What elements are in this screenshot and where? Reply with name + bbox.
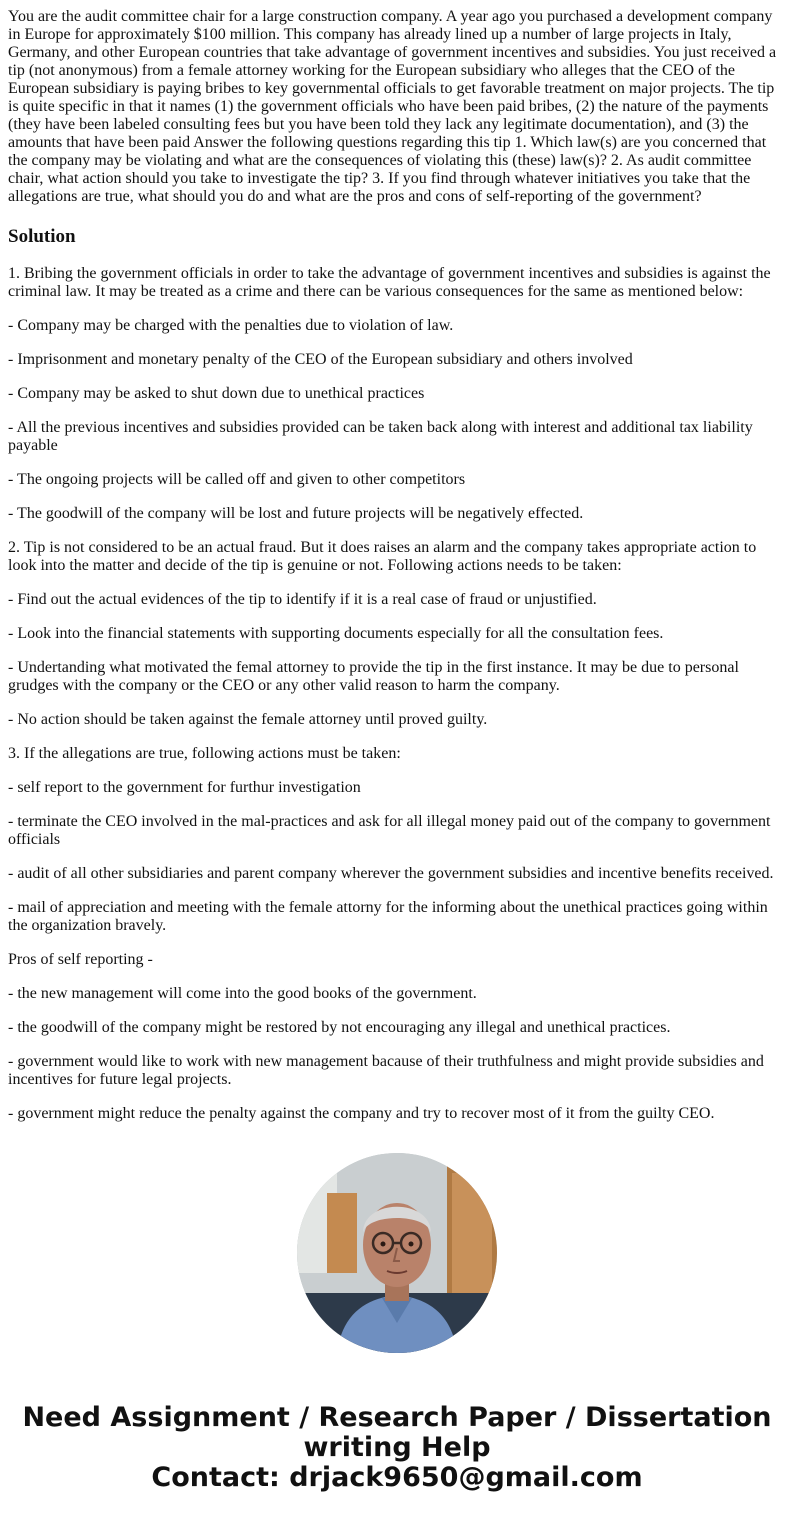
answer-paragraph: - No action should be taken against the female attorney until proved guilty. — [8, 711, 488, 728]
answer-paragraph: 3. If the allegations are true, following actions must be taken: — [8, 745, 401, 762]
answer-paragraph: - Look into the financial statements with supporting documents especially for all the consultation fees. — [8, 625, 664, 642]
answer-paragraph: - All the previous incentives and subsidies provided can be taken back along with interest and additional tax liability payable — [8, 419, 753, 454]
answer-paragraph: 2. Tip is not considered to be an actual fraud. But it does raises an alarm and the company takes appropriate action to look into the matter and decide of the tip is genuine or not. Following actions needs to be taken: — [8, 539, 757, 574]
answer-paragraph: - terminate the CEO involved in the mal-practices and ask for all illegal money paid out of the company to government officials — [8, 813, 771, 848]
answer-paragraph: - the new management will come into the good books of the government. — [8, 985, 477, 1002]
solution-heading: Solution — [8, 226, 76, 247]
answer-body — [8, 265, 786, 1123]
author-avatar — [297, 1153, 497, 1353]
portrait-icon — [297, 1153, 497, 1353]
answer-paragraph: - Undertanding what motivated the femal attorney to provide the tip in the first instance. It may be due to personal grudges with the company or the CEO or any other valid reason to harm the company. — [8, 659, 739, 694]
promo-banner — [8, 1403, 786, 1493]
answer-paragraph: - Imprisonment and monetary penalty of the CEO of the European subsidiary and others involved — [8, 351, 633, 368]
answer-paragraph: - Company may be asked to shut down due to unethical practices — [8, 385, 425, 402]
promo-line-2: writing Help — [303, 1432, 491, 1463]
answer-paragraph: - mail of appreciation and meeting with the female attorny for the informing about the unethical practices going within the organization bravely. — [8, 899, 768, 934]
answer-paragraph: - audit of all other subsidiaries and parent company wherever the government subsidies and incentive benefits received. — [8, 865, 774, 882]
answer-paragraph: - Find out the actual evidences of the tip to identify if it is a real case of fraud or unjustified. — [8, 591, 597, 608]
promo-contact: Contact: drjack9650@gmail.com — [151, 1462, 643, 1493]
answer-paragraph: - government would like to work with new management bacause of their truthfulness and might provide subsidies and incentives for future legal projects. — [8, 1053, 764, 1088]
answer-paragraph: - Company may be charged with the penalties due to violation of law. — [8, 317, 454, 334]
answer-paragraph: 1. Bribing the government officials in order to take the advantage of government incentives and subsidies is against the criminal law. It may be treated as a crime and there can be various consequences for the same as mentioned below: — [8, 265, 771, 300]
answer-paragraph: - The goodwill of the company will be lost and future projects will be negatively effected. — [8, 505, 584, 522]
answer-paragraph: - self report to the government for furthur investigation — [8, 779, 361, 796]
promo-line-1: Need Assignment / Research Paper / Dissertation — [22, 1402, 772, 1433]
answer-paragraph: - the goodwill of the company might be restored by not encouraging any illegal and unethical practices. — [8, 1019, 671, 1036]
answer-paragraph: Pros of self reporting - — [8, 951, 153, 968]
answer-paragraph: - The ongoing projects will be called off and given to other competitors — [8, 471, 466, 488]
answer-paragraph: - government might reduce the penalty against the company and try to recover most of it from the guilty CEO. — [8, 1105, 715, 1122]
question-text: You are the audit committee chair for a large construction company. A year ago you purchased a development company in Europe for approximately $100 million. This company has already lined up a number of large projects in Italy, Germany, and other European countries that take advantage of government incentives and subsidies. You just received a tip (not anonymous) from a female attorney working for the European subsidiary who alleges that the CEO of the European subsidiary is paying bribes to key governmental officials to get favorable treatment on major projects. The tip is quite specific in that it names (1) the government officials who have been paid bribes, (2) the nature of the payments (they have been labeled consulting fees but you have been told they lack any legitimate documentation), and (3) the amounts that have been paid Answer the following questions regarding this tip 1. Which law(s) are you concerned that the company may be violating and what are the consequences of violating this (these) law(s)? 2. As audit committee chair, what action should you take to investigate the tip? 3. If you find through whatever initiatives you take that the allegations are true, what should you do and what are the pros and cons of self-reporting of the government? — [8, 8, 777, 205]
avatar-container — [8, 1153, 786, 1353]
